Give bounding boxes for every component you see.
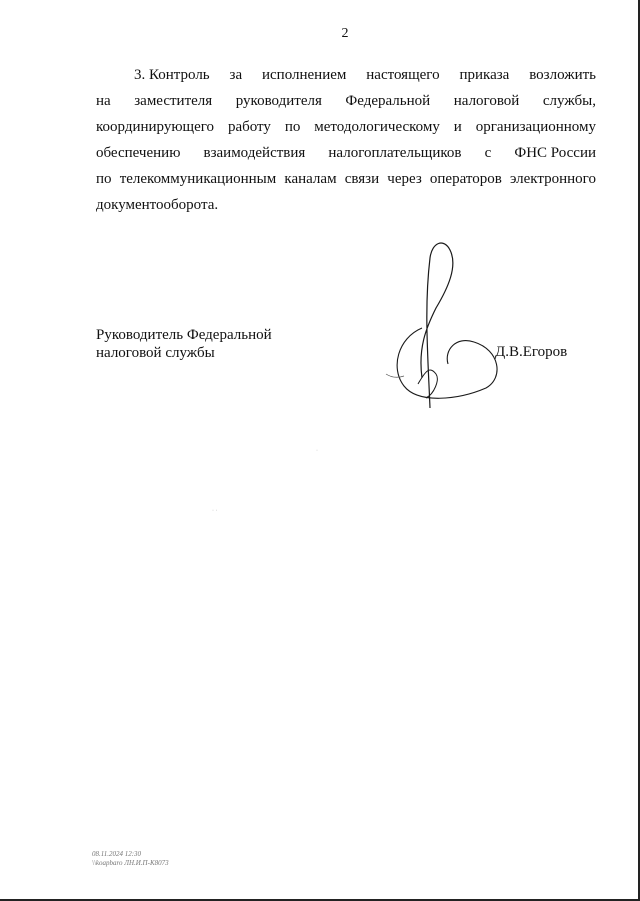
paragraph-word: приказа <box>459 67 510 83</box>
paragraph-word: и <box>453 119 462 135</box>
handwritten-signature <box>378 238 508 428</box>
scan-speck: · <box>316 448 318 454</box>
paragraph-word: 3. Контроль <box>134 67 210 83</box>
signer-title <box>96 326 272 362</box>
paragraph-word: организационному <box>475 119 596 135</box>
paragraph-word: с <box>484 145 492 161</box>
paragraph-word: налоговой <box>453 93 520 109</box>
paragraph-word: документооборота. <box>96 197 219 213</box>
paragraph-word: через <box>387 171 422 187</box>
paragraph-word: настоящего <box>366 67 440 83</box>
paragraph-line <box>96 88 596 114</box>
footer-timestamp: 08.11.2024 12:30 <box>92 850 142 858</box>
paragraph-word: Федеральной <box>345 93 431 109</box>
signer-name: Д.В.Егоров <box>495 344 568 360</box>
order-paragraph <box>96 62 596 218</box>
paragraph-word: возложить <box>529 67 596 83</box>
paragraph-word: работу <box>227 119 271 135</box>
signer-title-line-1: Руководитель Федеральной <box>96 327 272 343</box>
document-footer <box>92 850 169 868</box>
paragraph-word: связи <box>344 171 380 187</box>
footer-reference: \\koapbaro ЛН.И.П-К8073 <box>92 859 169 867</box>
paragraph-word: налогоплательщиков <box>328 145 462 161</box>
paragraph-line <box>96 62 596 88</box>
page-number: 2 <box>341 26 349 41</box>
paragraph-word: на <box>96 93 111 109</box>
paragraph-line <box>96 166 596 192</box>
paragraph-word: исполнением <box>262 67 347 83</box>
paragraph-word: руководителя <box>235 93 322 109</box>
paragraph-word: методологическому <box>314 119 440 135</box>
paragraph-word: за <box>229 67 243 83</box>
scan-speck: · · <box>212 508 218 514</box>
paragraph-word: по <box>96 171 112 187</box>
paragraph-line <box>96 140 596 166</box>
paragraph-word: заместителя <box>134 93 213 109</box>
paragraph-line <box>96 114 596 140</box>
paragraph-line <box>96 192 596 218</box>
paragraph-word: телекоммуникационным <box>119 171 277 187</box>
paragraph-word: по <box>284 119 301 135</box>
paragraph-word: ФНС России <box>514 145 596 161</box>
paragraph-word: операторов <box>429 171 502 187</box>
paragraph-word: координирующего <box>96 119 215 135</box>
paragraph-word: обеспечению <box>96 145 181 161</box>
paragraph-word: службы, <box>542 93 596 109</box>
paragraph-word: взаимодействия <box>203 145 306 161</box>
paragraph-word: каналам <box>284 171 337 187</box>
paragraph-word: электронного <box>509 171 596 187</box>
signer-title-line-2: налоговой службы <box>96 345 215 361</box>
